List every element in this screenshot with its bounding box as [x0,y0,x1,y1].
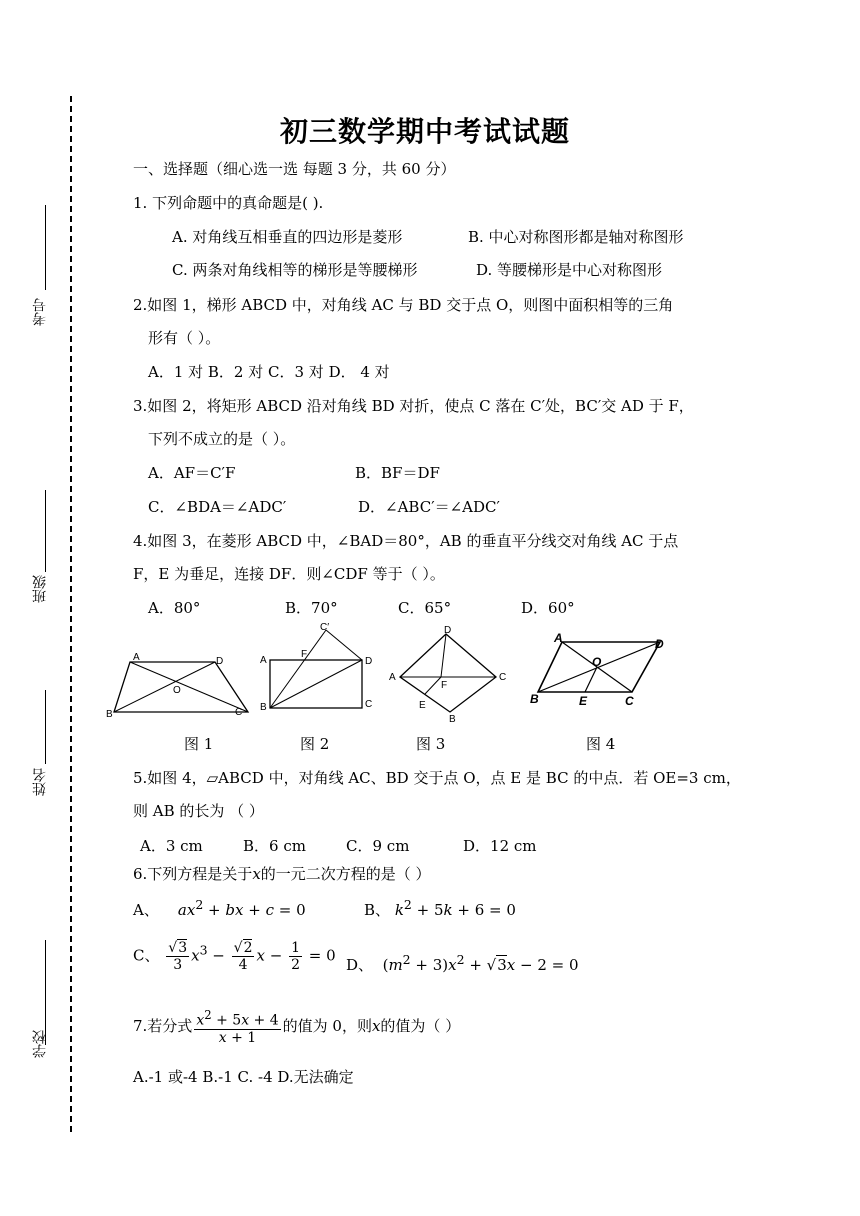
fig3-label-a: A [389,672,396,683]
q5-option-a: A．3 cm [140,837,203,855]
q5-option-d: D．12 cm [463,837,537,855]
q3-option-c: C．∠BDA＝∠ADC′ [148,498,287,516]
fig1-label-d: D [216,656,224,667]
q2-options: A．1 对 B．2 对 C．3 对 D． 4 对 [148,363,390,381]
fig4-label-e: E [579,694,588,708]
q3-option-a: A．AF＝C′F [148,464,236,482]
class-label: 班级 [32,575,48,603]
q1-option-a: A. 对角线互相垂直的四边形是菱形 [172,228,403,246]
q2-stem-line2: 形有（ ）。 [148,329,221,347]
q1-option-c: C. 两条对角线相等的梯形是等腰梯形 [172,261,418,279]
q3-stem-line1: 3.如图 2，将矩形 ABCD 沿对角线 BD 对折，使点 C 落在 C′处，BC′交 AD 于 F， [133,397,694,415]
fig1-label-c: C [235,707,243,718]
folded-edge-bc [270,630,326,708]
diagonal-bd [114,662,215,712]
rhombus-outline [400,634,496,712]
q1-option-d: D. 等腰梯形是中心对称图形 [476,261,663,279]
q3-stem-line2: 下列不成立的是（ ）。 [148,430,296,448]
name-field[interactable] [45,690,46,764]
q4-option-a: A．80° [148,599,201,617]
fig2-label-a: A [260,655,267,666]
fig4-label-a: A [554,631,563,645]
figure-3-rhombus [386,622,511,724]
figure-4-parallelogram [528,628,673,712]
fig4-label-c: C [625,694,634,708]
q6-stem: 6.下列方程是关于x的一元二次方程的是（ ） [133,865,431,883]
segment-df [441,634,446,677]
folded-edge-cd [326,630,362,660]
exam-number-field[interactable] [45,205,46,290]
q4-option-c: C．65° [398,599,452,617]
fig3-label-b: B [449,714,456,724]
diagonal-ac [130,662,248,712]
class-field[interactable] [45,490,46,572]
figure-1-trapezoid [100,648,260,726]
perpendicular-ef [425,677,441,694]
q4-stem-line1: 4.如图 3，在菱形 ABCD 中，∠BAD＝80°，AB 的垂直平分线交对角线 AC 于点 [133,532,679,550]
fig4-label-d: D [655,637,664,651]
q6-option-d: D、 $(m^2 + 3)x^2 + √3x - 2 = 0$ [346,952,579,974]
fig3-label-f: F [441,680,448,691]
fig3-label-c: C [499,672,507,683]
fig2-label-b: B [260,702,267,713]
figure-1-caption: 图 1 [184,735,214,753]
q1-option-b: B. 中心对称图形都是轴对称图形 [468,228,684,246]
q4-stem-line2: F，E 为垂足，连接 DF．则∠CDF 等于（ ）。 [133,565,445,583]
figure-2-caption: 图 2 [300,735,330,753]
diagonal-bd [270,660,362,708]
q3-option-d: D．∠ABC′＝∠ADC′ [358,498,500,516]
fig2-label-c: C [365,699,373,710]
fig1-label-b: B [106,709,113,720]
q2-stem-line1: 2.如图 1，梯形 ABCD 中，对角线 AC 与 BD 交于点 O，则图中面积相等的三角 [133,296,674,314]
fig2-label-f: F [301,649,308,660]
fig1-label-a: A [133,652,140,663]
school-label: 学校 [32,1030,48,1058]
figure-3-caption: 图 3 [416,735,446,753]
fig3-label-d: D [444,625,452,636]
exam-number-label: 考号 [32,298,48,326]
q6-option-a: A、 $ax^2$ + bx + c = 0 [133,897,306,919]
q5-stem-line2: 则 AB 的长为 （ ） [133,802,264,820]
fig4-label-b: B [530,692,539,706]
name-label: 姓名 [32,768,48,796]
q4-option-b: B．70° [285,599,338,617]
q5-stem-line1: 5.如图 4，▱ABCD 中，对角线 AC、BD 交于点 O，点 E 是 BC 的中点．若 OE=3 cm， [133,769,741,787]
fig1-label-o: O [173,685,181,696]
page-title: 初三数学期中考试试题 [280,115,571,148]
q4-option-d: D．60° [521,599,575,617]
q7-options: A.-1 或-4 B.-1 C. -4 D.无法确定 [133,1068,354,1086]
fig4-label-o: O [592,655,602,669]
q7-stem: 7.若分式 $\frac{x^2 + 5x + 4}{x + 1}$ 的值为 0，则x的值为（ ） [133,1008,461,1046]
trapezoid-outline [114,662,248,712]
binding-dashed-line [70,96,72,1132]
figure-2-rectangle [256,620,381,715]
q6-option-b: B、 $k^2 + 5k + 6 = 0$ [364,897,516,919]
q3-option-b: B．BF＝DF [355,464,440,482]
q6-option-c: C、 $\frac{√3}{3}$ $x^3$ − $\frac{√2}{4}$ x − $\frac{1}{2}$ = 0 [133,940,336,973]
q1-stem: 1. 下列命题中的真命题是( ). [133,194,324,212]
q5-option-c: C．9 cm [346,837,410,855]
fig2-label-d: D [365,656,373,667]
school-field[interactable] [45,940,46,1045]
section-heading: 一、选择题（细心选一选 每题 3 分，共 60 分） [133,160,456,178]
figure-4-caption: 图 4 [586,735,616,753]
fig3-label-e: E [419,700,426,711]
fig2-label-c-prime: C′ [320,622,330,633]
q5-option-b: B．6 cm [243,837,306,855]
